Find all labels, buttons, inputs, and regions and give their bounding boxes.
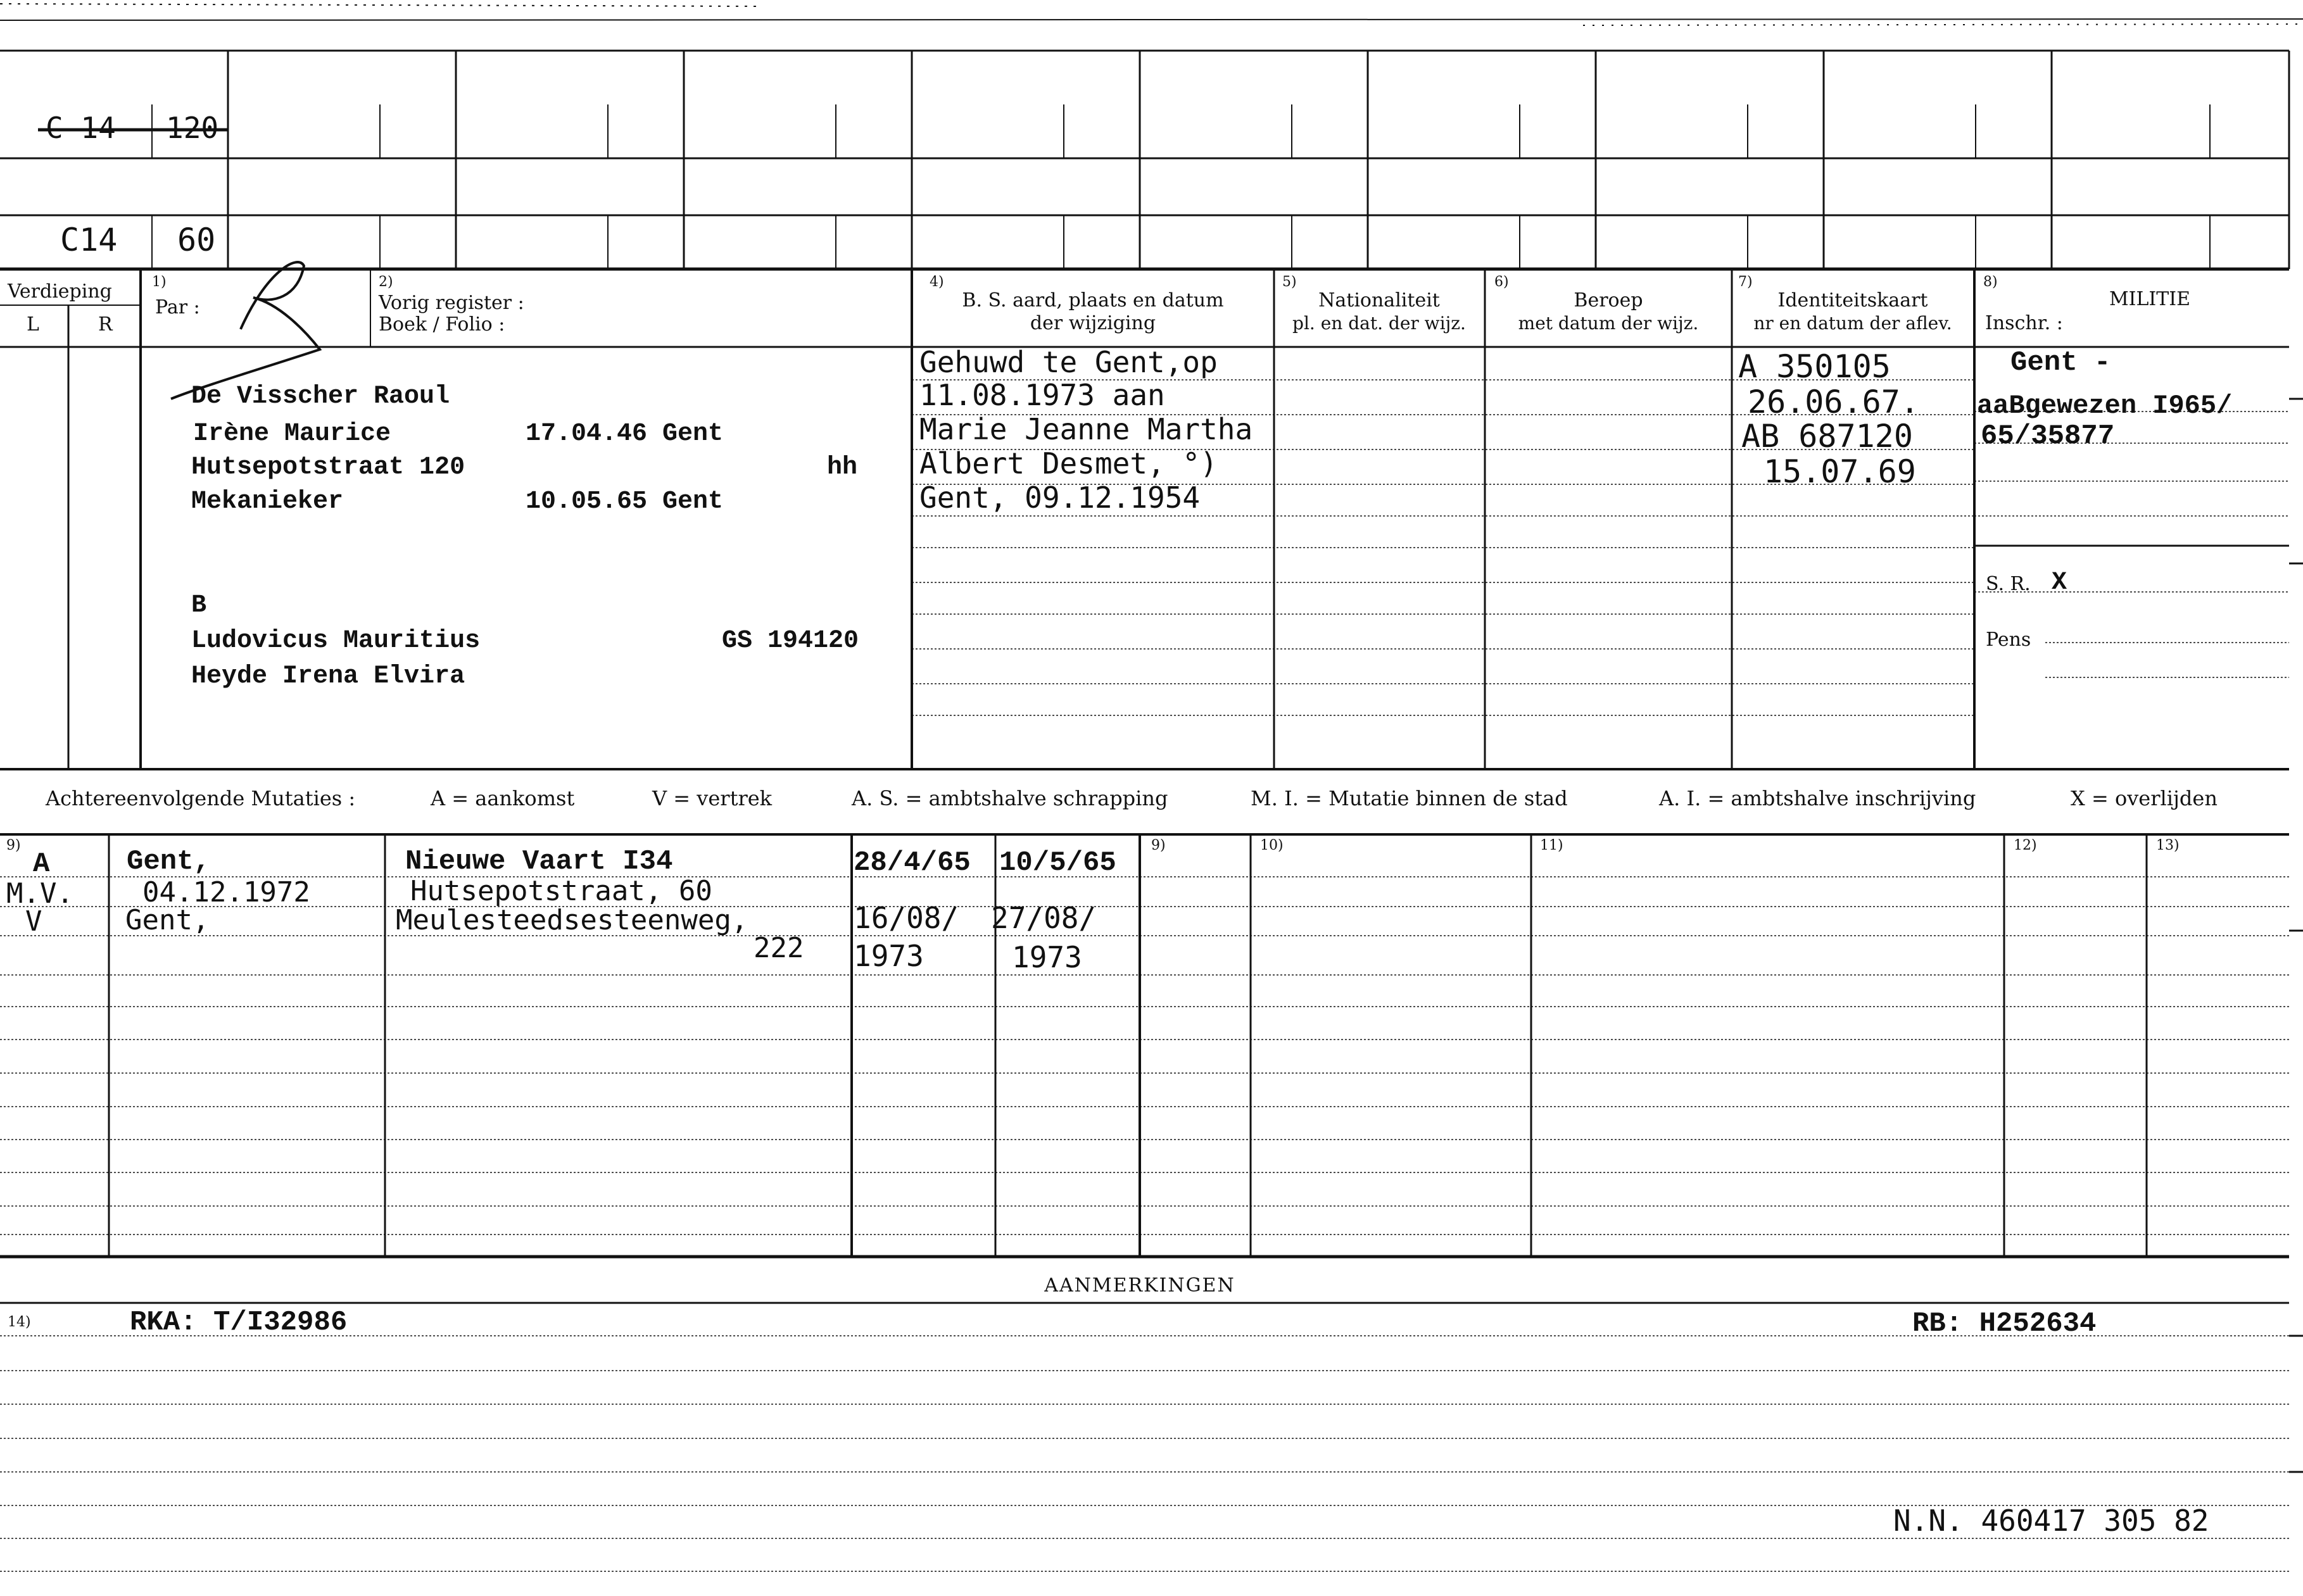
gs-code: GS 194120 [722, 627, 859, 655]
nationaliteit-label-1: Nationaliteit [1318, 289, 1440, 311]
pens-label: Pens [1986, 629, 2031, 651]
identiteitskaart-label-2: nr en datum der aflev. [1753, 313, 1952, 334]
id-card-entries [1738, 348, 1919, 490]
mutation-legend [45, 786, 2218, 810]
id-line: 15.07.69 [1764, 453, 1916, 490]
mutation-row-4 [754, 932, 1082, 974]
legend-v: V = vertrek [652, 786, 773, 810]
old-code: C 14 [46, 111, 116, 145]
beroep-label-2: met datum der wijz. [1518, 313, 1699, 334]
mutations-grid [0, 834, 2289, 1257]
person-section-grid [0, 269, 2289, 769]
verdieping-label: Verdieping [8, 280, 112, 303]
mutation-date-2: 27/08/ [991, 901, 1097, 935]
legend-ai: A. I. = ambtshalve inschrijving [1659, 786, 1976, 810]
col-4-number: 4) [930, 274, 944, 290]
mutation-date-1: 28/4/65 [854, 847, 971, 879]
legend-a: A = aankomst [431, 786, 575, 810]
parents-label: B [191, 591, 207, 620]
legend-x: X = overlijden [2071, 786, 2218, 810]
legend-as: A. S. = ambtshalve schrapping [852, 786, 1168, 810]
bs-line: 11.08.1973 aan [919, 378, 1165, 412]
mother-name: Heyde Irena Elvira [191, 662, 465, 691]
id-line: 26.06.67. [1748, 384, 1919, 420]
top-grid-row3 [60, 222, 215, 258]
beroep-label-1: Beroep [1574, 289, 1643, 311]
torn-top-edge [0, 4, 2303, 25]
person-status: hh [827, 453, 858, 482]
col-1-number: 1) [152, 274, 167, 290]
mutation-place: Gent, [127, 846, 211, 877]
current-number: 60 [177, 222, 216, 258]
mutation-place: Gent, [125, 904, 210, 936]
bs-line: Gent, 09.12.1954 [919, 481, 1201, 515]
militie-line-1: Gent - [2010, 347, 2111, 379]
mutation-date-1: 16/08/ [854, 901, 959, 935]
top-grid [0, 51, 2289, 269]
father-name: Ludovicus Mauritius [191, 627, 481, 655]
mutation-street-number: 222 [754, 932, 804, 964]
nationaliteit-label-2: pl. en dat. der wijz. [1292, 313, 1466, 334]
legend-mi: M. I. = Mutatie binnen de stad [1251, 786, 1568, 810]
militie-label: MILITIE [2109, 288, 2191, 310]
mutations-ruling [0, 877, 2289, 1235]
col-6-number: 6) [1494, 274, 1509, 290]
rb-number: RB: H252634 [1912, 1308, 2097, 1340]
identiteitskaart-label-1: Identiteitskaart [1777, 289, 1928, 311]
old-number: 120 [166, 111, 219, 145]
right-label: R [98, 313, 113, 336]
left-label: L [27, 313, 39, 336]
boek-folio-label: Boek / Folio : [379, 313, 505, 336]
militie-entries [1977, 347, 2232, 651]
top-grid-row1 [38, 111, 228, 145]
militie-line-2: aaBgewezen I965/ [1977, 391, 2233, 421]
person-occupation-date: 10.05.65 Gent [526, 487, 724, 516]
svg-text:11): 11) [1540, 838, 1563, 853]
col-5-number: 5) [1282, 274, 1297, 290]
mutation-street: Meulesteedsesteenweg, [396, 904, 748, 936]
remarks-title: AANMERKINGEN [1044, 1274, 1235, 1297]
person-name: De Visscher Raoul [191, 382, 450, 411]
mutation-type: A [33, 848, 50, 880]
bs-line: Gehuwd te Gent,op [919, 345, 1218, 379]
mutation-place: 04.12.1972 [142, 876, 310, 908]
mutation-row-3 [25, 901, 1096, 938]
svg-text:12): 12) [2014, 838, 2037, 853]
svg-text:10): 10) [1260, 838, 1284, 853]
sr-label: S. R. [1986, 573, 2031, 595]
rka-number: RKA: T/I32986 [130, 1307, 348, 1338]
person-first-names: Irène Maurice [193, 420, 391, 448]
mutation-date-2: 1973 [1012, 940, 1082, 974]
person-header [7, 274, 2190, 336]
bs-label-2: der wijziging [1030, 312, 1156, 334]
bs-entries [919, 345, 1252, 515]
inschr-label: Inschr. : [1985, 312, 2063, 334]
sr-value: X [2052, 569, 2067, 597]
col-7-number: 7) [1738, 274, 1753, 290]
mutation-date-1: 1973 [854, 939, 924, 973]
remarks-section [0, 1274, 2289, 1571]
svg-text:9): 9) [1151, 838, 1166, 853]
person-address: Hutsepotstraat 120 [191, 453, 465, 482]
remarks-number: 14) [8, 1314, 31, 1330]
bs-label-1: B. S. aard, plaats en datum [962, 289, 1224, 311]
person-birth: 17.04.46 Gent [526, 420, 724, 448]
handwritten-mark [171, 262, 320, 399]
mutation-date-2: 10/5/65 [999, 847, 1116, 879]
person-occupation: Mekanieker [191, 487, 344, 516]
person-details [191, 382, 859, 691]
mutation-street: Nieuwe Vaart I34 [405, 846, 673, 877]
bs-line: Albert Desmet, °) [919, 446, 1218, 481]
vorig-register-label: Vorig register : [379, 292, 524, 314]
mutation-type: M.V. [6, 877, 73, 910]
current-code: C14 [60, 222, 118, 258]
mutation-street: Hutsepotstraat, 60 [410, 875, 712, 907]
id-line: AB 687120 [1741, 418, 1913, 455]
svg-text:13): 13) [2156, 838, 2180, 853]
militie-line-3: 65/35877 [1981, 420, 2115, 452]
legend-title: Achtereenvolgende Mutaties : [46, 786, 356, 810]
par-label: Par : [155, 296, 200, 318]
bs-line: Marie Jeanne Martha [919, 412, 1253, 446]
id-line: A 350105 [1738, 348, 1891, 385]
col-8-number: 8) [1983, 274, 1998, 290]
col-2-number: 2) [379, 274, 393, 290]
svg-text:9): 9) [6, 838, 21, 853]
national-number: N.N. 460417 305 82 [1893, 1504, 2209, 1538]
edge-ticks [2289, 399, 2303, 1472]
mutation-type: V [25, 905, 42, 938]
